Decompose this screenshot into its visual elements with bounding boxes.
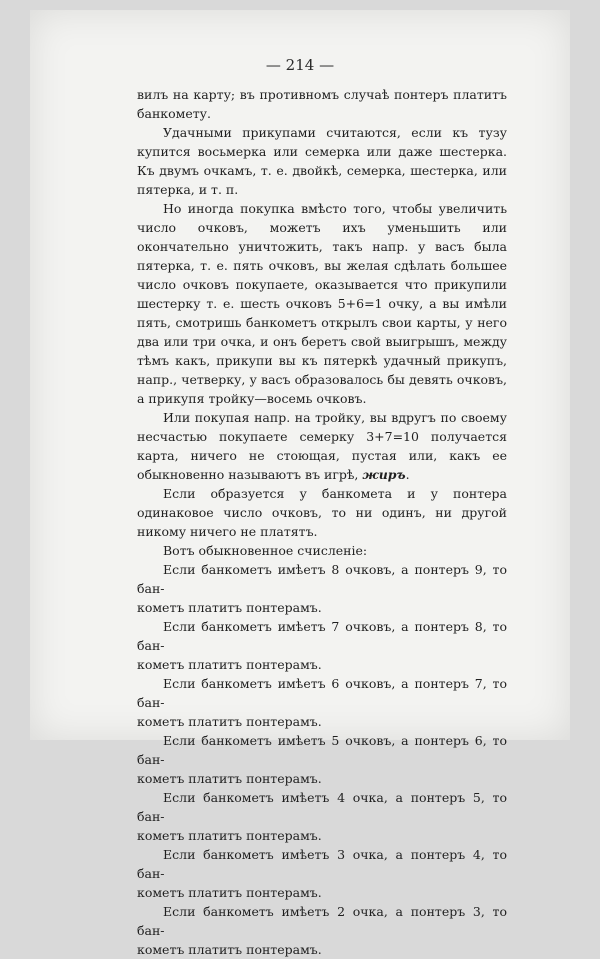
rule-line-2: кометъ платитъ понтерамъ. bbox=[137, 714, 322, 729]
rule-line-1: Если банкометъ имѣетъ 6 очковъ, а понтеръ 7, то бан- bbox=[137, 676, 507, 710]
rule-line-1: Если банкометъ имѣетъ 8 очковъ, а понтеръ 9, то бан- bbox=[137, 562, 507, 596]
rule-line-1: Если банкометъ имѣетъ 4 очка, а понтеръ 5, то бан- bbox=[137, 790, 507, 824]
rule-line-2: кометъ платитъ понтерамъ. bbox=[137, 600, 322, 615]
rule-line-1: Если банкометъ имѣетъ 5 очковъ, а понтеръ 6, то бан- bbox=[137, 733, 507, 767]
rule-item bbox=[137, 731, 507, 788]
page-number: — 214 — bbox=[265, 56, 335, 74]
rule-item bbox=[137, 788, 507, 845]
rule-item bbox=[137, 674, 507, 731]
rule-item bbox=[137, 560, 507, 617]
paragraph-continuation: вилъ на карту; въ противномъ случаѣ понтеръ платитъ банкомету. bbox=[137, 87, 507, 121]
paragraph-counting-intro: Вотъ обыкновенное счисленіе: bbox=[163, 543, 368, 558]
rule-item bbox=[137, 617, 507, 674]
term-zhir: жиръ bbox=[362, 467, 406, 482]
rule-line-1: Если банкометъ имѣетъ 3 очка, а понтеръ 4, то бан- bbox=[137, 847, 507, 881]
rule-line-2: кометъ платитъ понтерамъ. bbox=[137, 828, 322, 843]
paragraph-tie: Если образуется у банкомета и у понтера одинаковое число очковъ, то ни одинъ, ни другой никому ничего не платятъ. bbox=[137, 486, 507, 539]
rule-line-1: Если банкометъ имѣетъ 2 очка, а понтеръ 3, то бан- bbox=[137, 904, 507, 938]
page-body bbox=[137, 85, 507, 959]
rule-item bbox=[137, 902, 507, 959]
rule-line-2: кометъ платитъ понтерамъ. bbox=[137, 657, 322, 672]
paragraph-good-draws: Удачными прикупами считаются, если къ тузу купится восьмерка или семерка или даже шестерка. Къ двумъ очкамъ, т. е. двойкѣ, семерка, шестерка, или пятерка, и т. п. bbox=[137, 125, 507, 197]
book-page bbox=[30, 10, 570, 957]
paragraph-zhir bbox=[137, 408, 507, 484]
rule-line-2: кометъ платитъ понтерамъ. bbox=[137, 771, 322, 786]
rule-line-2: кометъ платитъ понтерамъ. bbox=[137, 885, 322, 900]
rule-line-2: кометъ платитъ понтерамъ. bbox=[137, 942, 322, 957]
rule-line-1: Если банкометъ имѣетъ 7 очковъ, а понтеръ 8, то бан- bbox=[137, 619, 507, 653]
rule-item bbox=[137, 845, 507, 902]
paragraph-zhir-text: Или покупая напр. на тройку, вы вдругъ по своему несчастью покупаете семерку 3+7=10 получается карта, ничего не стоющая, пустая или, какъ ее обыкновенно называютъ въ игрѣ, bbox=[137, 410, 507, 482]
paragraph-bad-draw: Но иногда покупка вмѣсто того, чтобы увеличить число очковъ, можетъ ихъ уменьшить или окончательно уничтожить, такъ напр. у васъ была пятерка, т. е. пять очковъ, вы желая сдѣлать большее число очковъ покупаете, оказывается что прикупили шестерку т. е. шесть очковъ 5+6=1 очку, а вы имѣли пять, смотришь банкометъ открылъ свои карты, у него два или три очка, и онъ беретъ свой выигрышъ, между тѣмъ какъ, прикупи вы къ пятеркѣ удачный прикупъ, напр., четверку, у васъ образовалось бы девять очковъ, а прикупя тройку—восемь очковъ. bbox=[137, 201, 507, 406]
paragraph-zhir-end: . bbox=[405, 467, 410, 482]
